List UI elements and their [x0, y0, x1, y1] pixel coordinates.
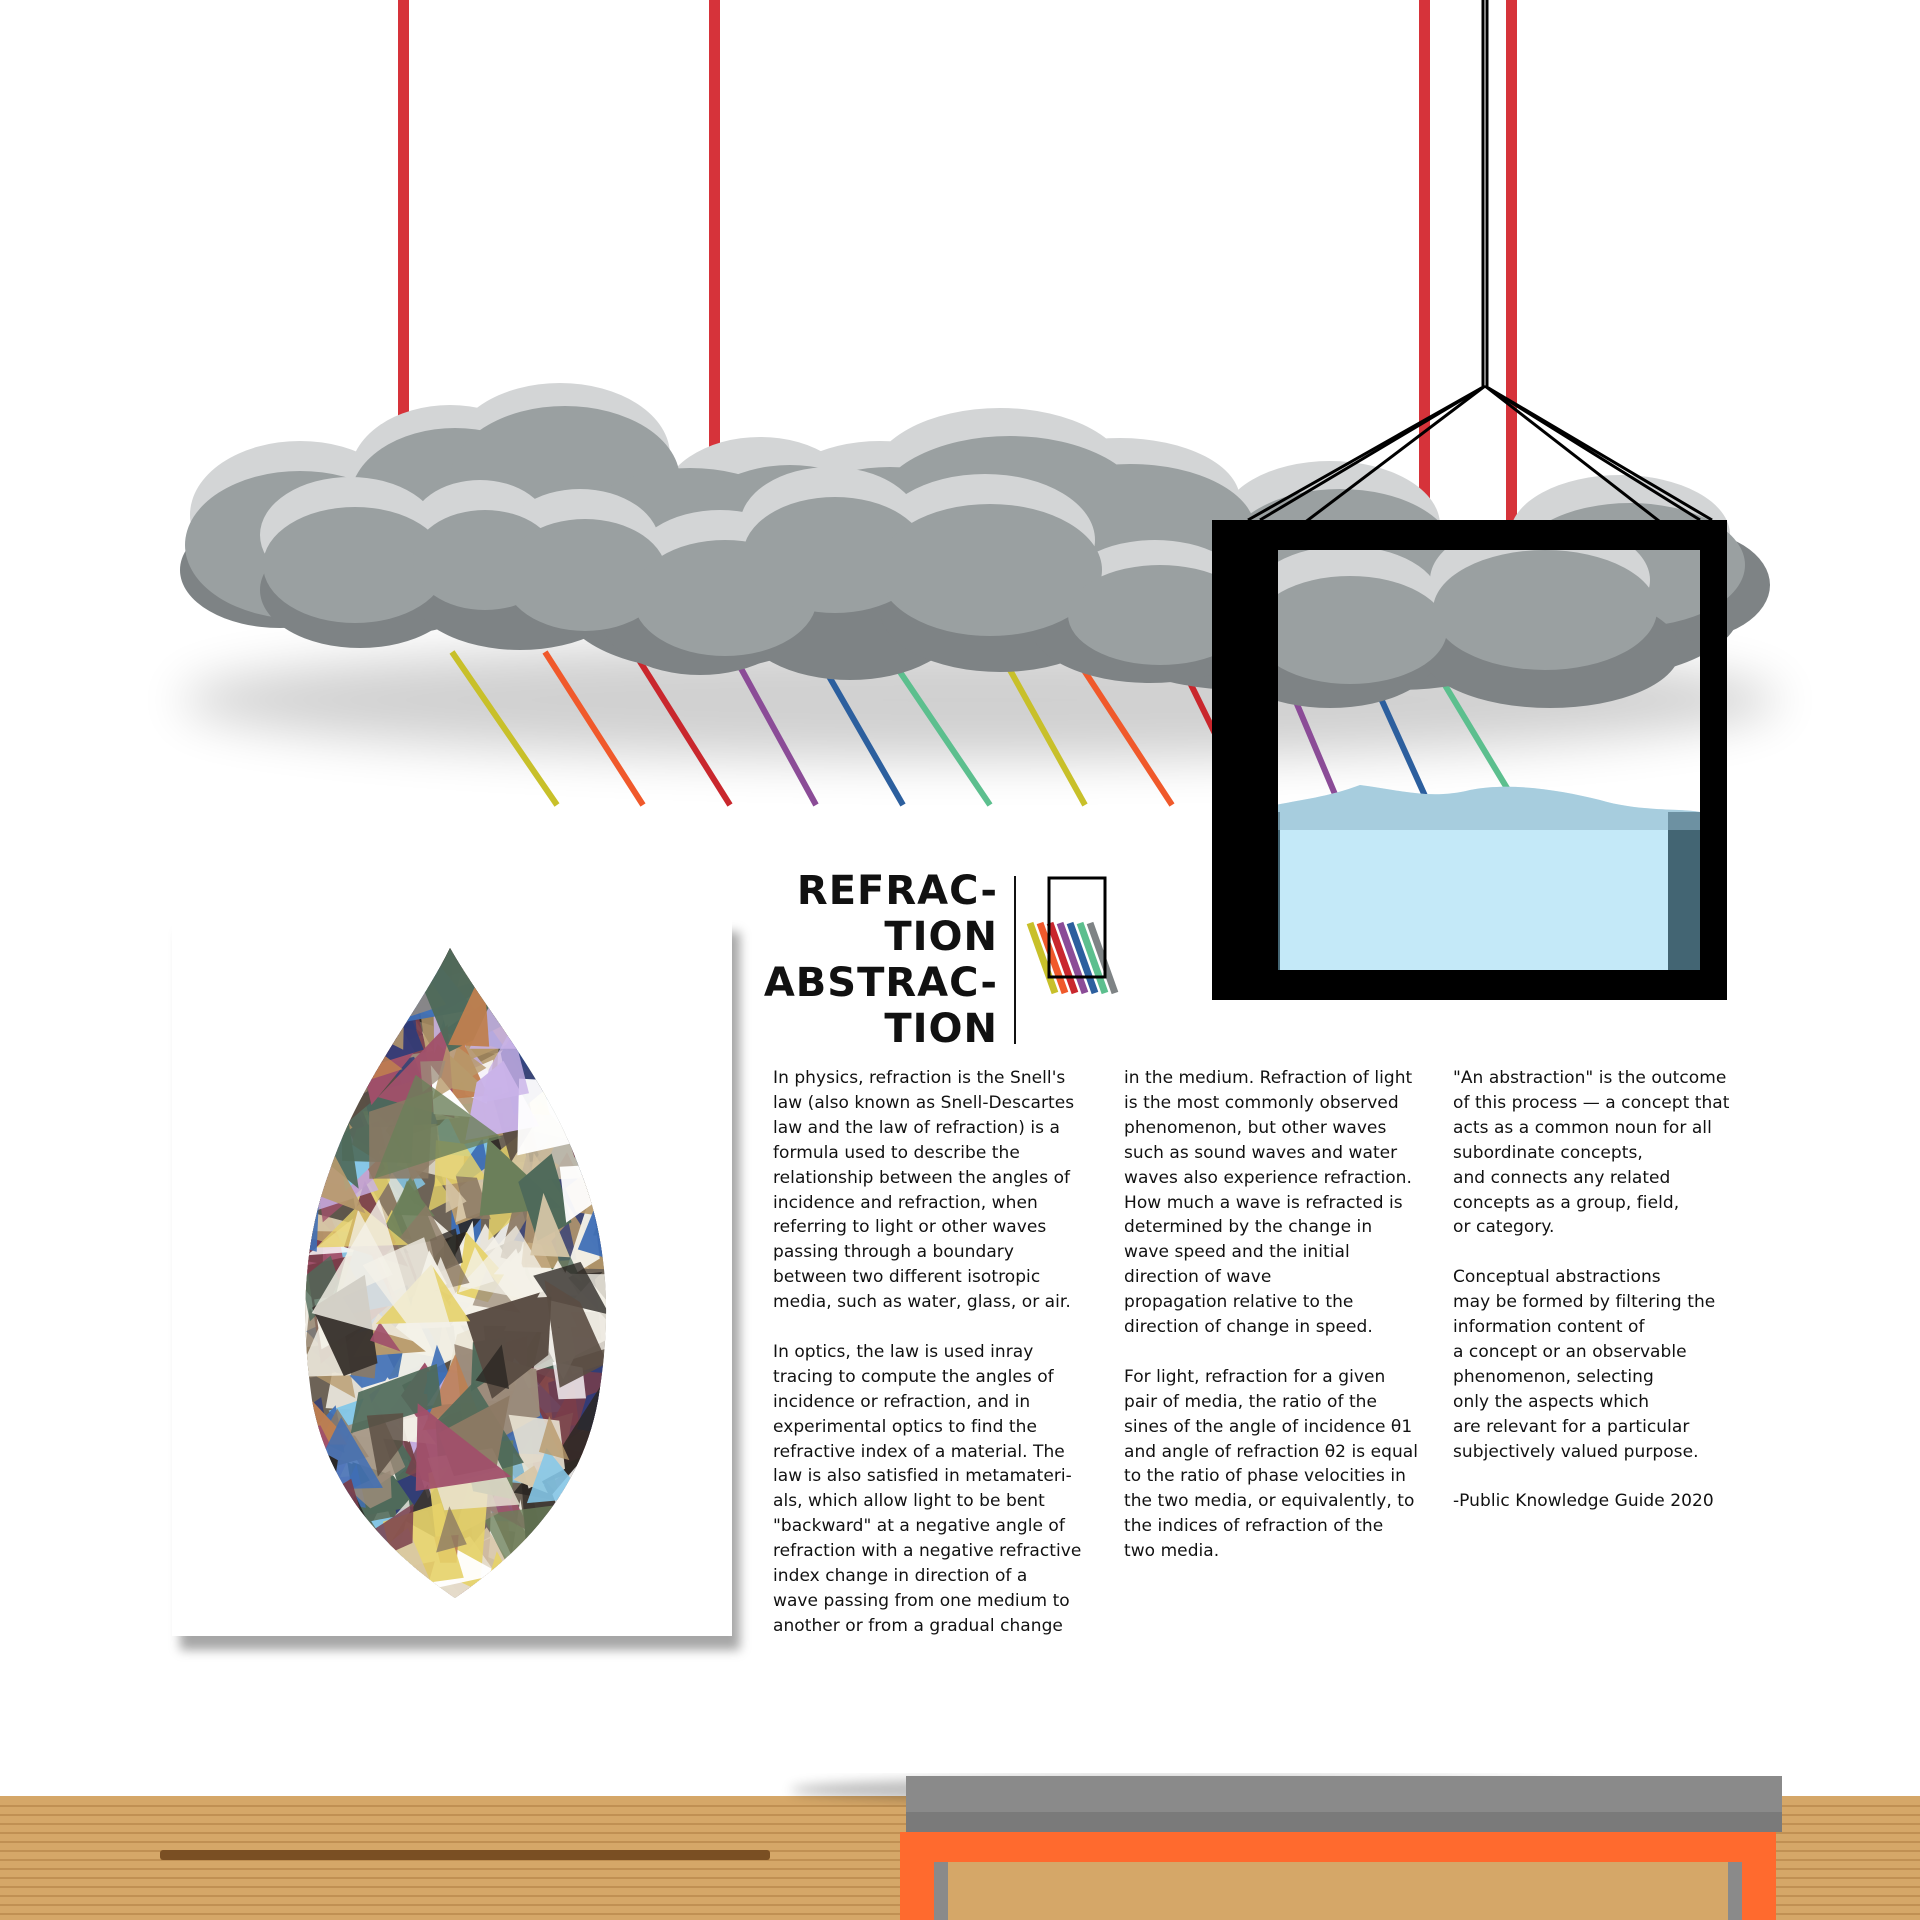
title-line: REFRAC- [796, 868, 998, 914]
text-column-3 [1453, 1066, 1783, 1514]
crystal-picture [172, 866, 732, 1660]
paragraph: In physics, refraction is the Snell's law (also known as Snell-Descartes law and the law of refraction) is a formula used to describe the relationship between the angles of incidence and refraction, when referring to light or other waves passing through a boundary between two different isotropic media, such as water, glass, or air. [773, 1068, 1075, 1313]
paragraph: Conceptual abstractions may be formed by filtering the information content of a concept or an observable phenomenon, selecting only the aspects which are relevant for a particular subjectively valued purpose. [1453, 1267, 1716, 1462]
page-title [760, 868, 998, 1052]
rope [1506, 0, 1517, 520]
rope [709, 0, 720, 520]
text-column-2 [1124, 1066, 1454, 1564]
title-line: ABSTRAC- [763, 960, 998, 1006]
bench [790, 1776, 1782, 1920]
rainbow-box-icon [1030, 878, 1115, 993]
citation: -Public Knowledge Guide 2020 [1453, 1491, 1714, 1512]
rope [398, 0, 409, 432]
title-line: TION [884, 1006, 998, 1052]
paragraph: For light, refraction for a given pair of media, the ratio of the sines of the angle of incidence θ1 and angle of refraction θ2 is equal to the ratio of phase velocities in the two media, or equivalently, to the indices of refraction of the two media. [1124, 1366, 1419, 1562]
title-line: TION [884, 914, 998, 960]
paragraph: "An abstraction" is the outcome of this process — a concept that acts as a common noun for all subordinate concepts, and connects any related concepts as a group, field, or category. [1453, 1068, 1730, 1238]
paragraph: In optics, the law is used inray tracing to compute the angles of incidence or refraction, and in experimental optics to find the refractive index of a material. The law is also satisfied in metamateri- als, which allow light to be bent "backward" at a negative angle of refraction with a negative refractive index change in direction of a wave passing from one medium to another or from a gradual change [773, 1341, 1082, 1636]
paragraph: in the medium. Refraction of light is the most commonly observed phenomenon, but other waves such as sound waves and water waves also experience refraction. How much a wave is refracted is determined by the change in wave speed and the initial direction of wave propagation relative to the direction of change in speed. [1124, 1068, 1413, 1338]
title-divider [1014, 876, 1016, 1044]
text-column-1 [773, 1066, 1113, 1639]
